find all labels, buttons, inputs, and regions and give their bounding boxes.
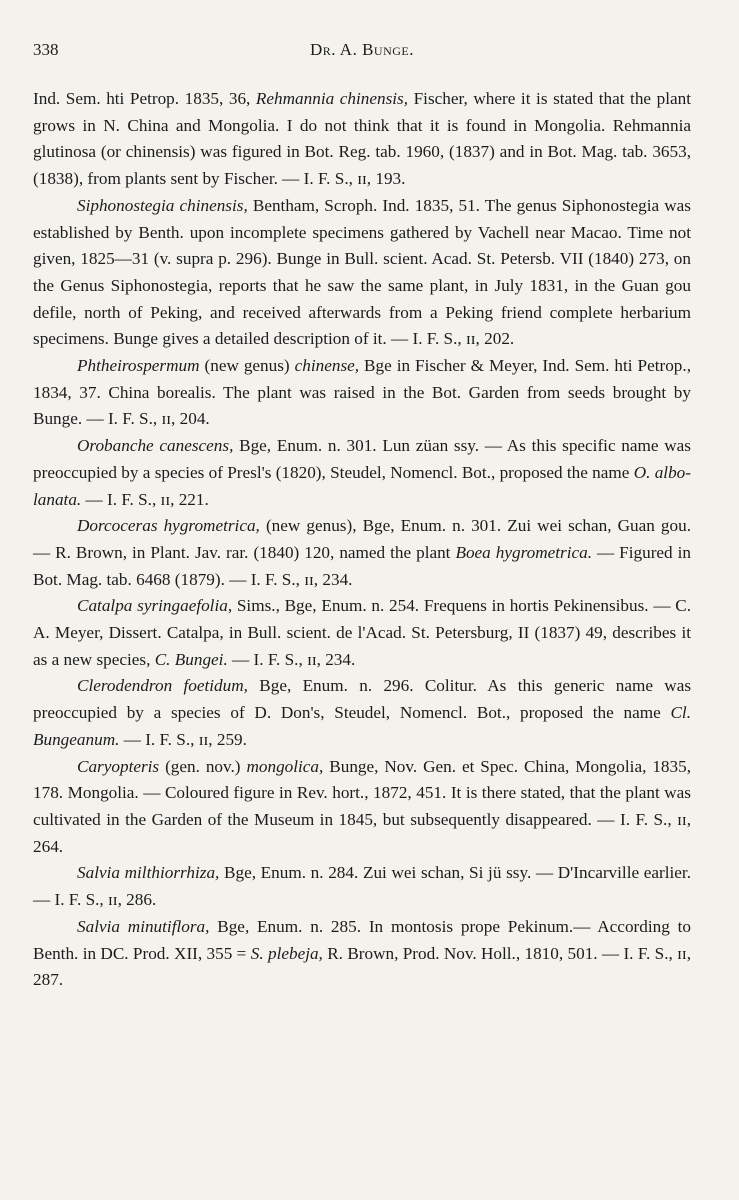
taxon-name: mongolica, xyxy=(246,756,324,776)
text-run: (gen. nov.) xyxy=(159,756,247,776)
paragraph xyxy=(33,193,691,353)
paragraph xyxy=(33,593,691,673)
text-run: (new genus) xyxy=(199,356,295,376)
taxon-name: Boea hygrometrica. xyxy=(455,542,593,562)
paragraph xyxy=(33,86,691,193)
taxon-name: Dorcoceras hygrometrica, xyxy=(77,516,260,536)
text-run: Fischer, where it is stated that the plant grows in N. China and Mongolia. I do not think that it is found in Mongolia. Rehmannia glutinosa (or chinensis) was figured in Bot. Reg. tab. 1960, (1837) and in Bot. Mag. tab. 3653, (1838), from plants sent by Fischer. — I. F. S., ɪɪ, 193. xyxy=(33,89,691,189)
paragraph xyxy=(33,433,691,513)
taxon-name: Siphonostegia chinensis, xyxy=(77,195,248,215)
taxon-name: Phtheirospermum xyxy=(77,356,200,376)
text-run: — I. F. S., ɪɪ, 259. xyxy=(119,729,247,749)
taxon-name: S. plebeja, xyxy=(250,943,323,963)
text-run: — Figured in Bot. Mag. tab. 6468 (1879). — I. F. S., ɪɪ, 234. xyxy=(33,542,691,589)
text-run: Bge, Enum. n. 296. Colitur. As this generic name was preoccupied by a species of D. Don's, Steudel, Nomencl. Bot., proposed the name xyxy=(33,676,692,723)
text-run: Sims., Bge, Enum. n. 254. Frequens in hortis Pekinensibus. — C. A. Meyer, Dissert. Catalpa, in Bull. scient. de l'Acad. St. Petersburg, II (1837) 49, describes it as a new species, xyxy=(33,596,692,669)
taxon-name: Catalpa syringaefolia, xyxy=(77,596,233,616)
text-run: Bunge, Nov. Gen. et Spec. China, Mongolia, 1835, 178. Mongolia. — Coloured figure in Rev. hort., 1872, 451. It is there stated, that the plant was cultivated in the Garden of the Museum in 1845, but subsequently disappeared. — I. F. S., ɪɪ, 264. xyxy=(33,756,691,856)
text-run: Bge in Fischer & Meyer, Ind. Sem. hti Petrop., 1834, 37. China borealis. The plant was raised in the Bot. Garden from seeds brought by Bunge. — I. F. S., ɪɪ, 204. xyxy=(33,356,691,429)
paragraph xyxy=(33,860,691,913)
paragraph xyxy=(33,673,691,753)
paragraph xyxy=(33,754,691,861)
taxon-name: Orobanche canescens, xyxy=(77,436,234,456)
body-text xyxy=(33,86,691,994)
text-run: Bentham, Scroph. Ind. 1835, 51. The genus Siphonostegia was established by Benth. upon incomplete specimens gathered by Vachell near Macao. Time not given, 1825—31 (v. supra p. 296). Bunge in Bull. scient. Acad. St. Petersb. VII (1840) 273, on the Genus Siphonostegia, reports that he saw the same plant, in July 1831, in the Guan gou defile, north of Peking, and received afterwards from a Peking friend complete herbarium specimens. Bunge gives a detailed description of it. — I. F. S., ɪɪ, 202. xyxy=(33,195,691,349)
text-run: — I. F. S., ɪɪ, 221. xyxy=(81,489,209,509)
taxon-name: Clerodendron foetidum, xyxy=(77,676,248,696)
text-run: (new genus), Bge, Enum. n. 301. Zui wei schan, Guan gou. — R. Brown, in Plant. Jav. rar. (1840) 120, named the plant xyxy=(33,516,691,562)
text-run: — I. F. S., ɪɪ, 234. xyxy=(227,649,356,669)
paragraph xyxy=(33,513,691,593)
text-run: Ind. Sem. hti Petrop. 1835, 36, xyxy=(33,89,256,108)
taxon-name: Caryopteris xyxy=(77,756,160,776)
taxon-name: Salvia minutiflora, xyxy=(77,916,210,936)
taxon-name: Cl. Bungeanum. xyxy=(33,703,691,749)
page-number: 338 xyxy=(33,40,59,59)
taxon-name: Rehmannia chinensis, xyxy=(255,89,409,108)
text-run: R. Brown, Prod. Nov. Holl., 1810, 501. — I. F. S., ɪɪ, 287. xyxy=(33,943,691,990)
paragraph xyxy=(33,914,691,994)
running-title: Dr. A. Bunge. xyxy=(309,40,415,59)
taxon-name: Salvia milthiorrhiza, xyxy=(77,863,220,883)
text-run: Bge, Enum. n. 301. Lun züan ssy. — As this specific name was preoccupied by a species of Presl's (1820), Steudel, Nomencl. Bot., proposed the name xyxy=(33,436,691,482)
taxon-name: chinense, xyxy=(294,356,360,376)
taxon-name: O. albo-lanata. xyxy=(33,462,691,509)
paragraph xyxy=(33,353,691,433)
text-run: Bge, Enum. n. 285. In montosis prope Pekinum.— According to Benth. in DC. Prod. XII, 355 = xyxy=(33,916,691,963)
running-head xyxy=(33,40,691,70)
taxon-name: C. Bungei. xyxy=(154,649,228,669)
text-run: Bge, Enum. n. 284. Zui wei schan, Si jü ssy. — D'Incarville earlier. — I. F. S., ɪɪ, 286. xyxy=(33,863,691,910)
